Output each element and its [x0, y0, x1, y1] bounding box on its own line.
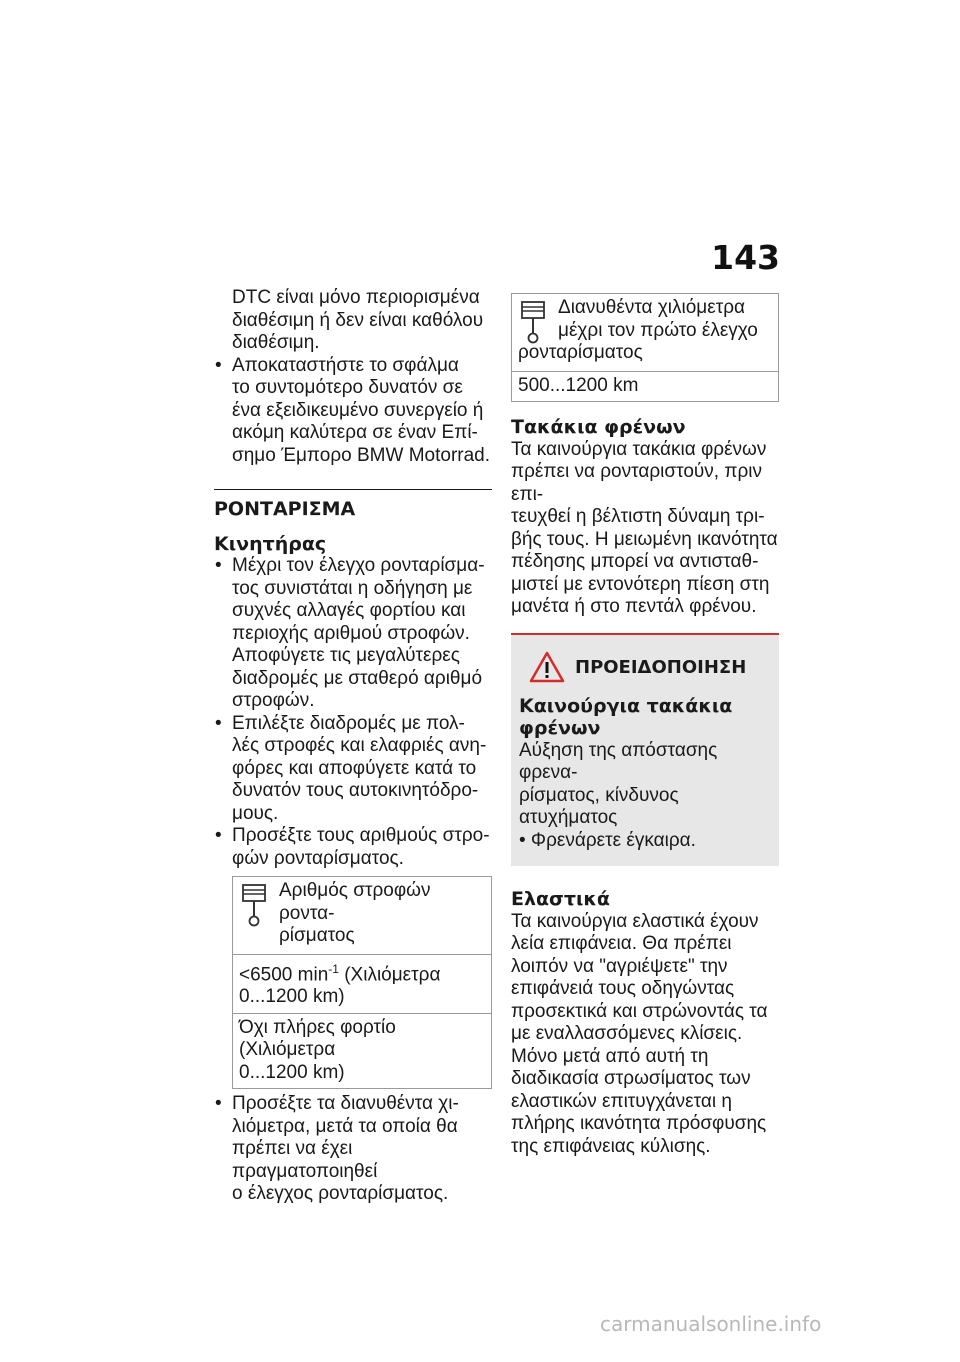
text-line: λιόμετρα, μετά τα οποία θα: [232, 1115, 458, 1137]
page-number: 143: [711, 238, 780, 277]
text-line: βής τους. Η μειωμένη ικανότητα: [511, 528, 778, 550]
text-line: τευχθεί η βέλτιστη δύναμη τρι-: [511, 506, 765, 527]
rpm-value-note: (Χιλιόμετρα: [338, 963, 441, 985]
text-line: Προσέξτε τους αριθμούς στρο-: [232, 825, 490, 846]
rpm-spec-label: Αριθμός στροφών ροντα-: [279, 880, 431, 924]
text-line: Αποφύγετε τις μεγαλύτερες: [232, 645, 460, 666]
warning-action: • Φρενάρετε έγκαιρα.: [519, 829, 696, 851]
section-divider: [214, 489, 492, 490]
bullet-dot: •: [215, 1093, 222, 1115]
text-line: στροφών.: [232, 690, 315, 711]
brakes-heading: Τακάκια φρένων: [511, 416, 686, 438]
bullet-dot: •: [215, 555, 222, 576]
text-line: δυνατόν τους αυτοκινητόδρο-: [232, 780, 479, 801]
text-line: διαθέσιμη ή δεν είναι καθόλου: [232, 309, 484, 331]
rpm-unit-exponent: -1: [328, 961, 339, 976]
text-line: διαδικασία στρωσίματος των: [511, 1068, 751, 1089]
piston-icon: [518, 300, 548, 344]
load-spec-text: Όχι πλήρες φορτίο (Χιλιόμετρα: [239, 1016, 396, 1061]
text-line: πέδησης μπορεί να αντισταθ-: [511, 551, 759, 572]
watermark: carmanualsonline.info: [600, 1312, 822, 1336]
text-line: πρέπει να έχει πραγματοποιηθεί: [232, 1138, 378, 1182]
km-spec-value: 500...1200 km: [512, 371, 778, 402]
warning-header: [519, 647, 771, 693]
dtc-note: [214, 287, 492, 355]
text-line: Τα καινούργια τακάκια φρένων: [511, 438, 767, 460]
text-line: DTC είναι μόνο περιορισμένα: [232, 287, 480, 308]
text-line: πλήρης ικανότητα πρόσφυσης: [511, 1113, 767, 1134]
text-line: προσεκτικά και στρώνοντάς τα: [511, 1000, 768, 1022]
bullet-dot: •: [215, 354, 222, 376]
km-spec-label: ρονταρίσματος: [518, 342, 643, 363]
warning-box: [511, 633, 779, 867]
text-line: με εναλλασσόμενες κλίσεις.: [511, 1023, 743, 1044]
text-line: φόρες και αποφύγετε κατά το: [232, 757, 477, 779]
text-line: μιστεί με εντονότερη πίεση στη: [511, 573, 770, 595]
text-line: ελαστικών επιτυγχάνεται η: [511, 1090, 732, 1112]
km-spec-label: Διανυθέντα χιλιόμετρα: [558, 297, 746, 318]
text-line: μους.: [232, 802, 279, 824]
text-line: φών ρονταρίσματος.: [232, 847, 404, 869]
text-line: περιοχής αριθμού στροφών.: [232, 622, 470, 644]
rpm-spec-label: ρίσματος: [279, 925, 355, 946]
load-spec-row: [233, 1013, 491, 1089]
tyres-paragraph: [511, 911, 779, 1159]
text-line: λοιπόν να "αγριέψετε" την: [511, 955, 728, 977]
text-line: μανέτα ή στο πεντάλ φρένου.: [511, 596, 757, 617]
rpm-spec-row: [233, 954, 491, 1013]
rpm-km-range: 0...1200 km): [239, 986, 345, 1008]
text-line: Επιλέξτε διαδρομές με πολ-: [232, 712, 465, 734]
rpm-spec-box: [232, 876, 492, 1089]
left-column: [214, 287, 492, 1206]
bullet-routes: [214, 713, 492, 826]
text-line: τος συνιστάται η οδήγηση με: [232, 577, 473, 599]
text-line: επιφάνειά τους οδηγώντας: [511, 978, 735, 999]
text-line: Μόνο μετά από αυτή τη: [511, 1045, 709, 1067]
right-column: [511, 293, 779, 1158]
rpm-spec-header: [233, 877, 491, 954]
piston-icon: [239, 883, 269, 927]
text-line: Μέχρι τον έλεγχο ρονταρίσμα-: [232, 555, 485, 576]
engine-heading: Κινητήρας: [214, 532, 327, 555]
text-line: διαδρομές με σταθερό αριθμό: [232, 667, 483, 689]
text-line: Προσέξτε τα διανυθέντα χι-: [232, 1093, 459, 1115]
bullet-rpm: [214, 825, 492, 870]
text-line: λεία επιφάνεια. Θα πρέπει: [511, 933, 732, 954]
load-spec-text: 0...1200 km): [239, 1061, 345, 1083]
tyres-heading: Ελαστικά: [511, 888, 610, 910]
warning-subtitle: Καινούργια τακάκια: [519, 694, 733, 717]
km-spec-label: μέχρι τον πρώτο έλεγχο: [558, 319, 758, 341]
warning-title: ΠΡΟΕΙΔΟΠΟΙΗΣΗ: [575, 656, 747, 678]
brakes-paragraph: [511, 439, 779, 619]
text-line: Αποκαταστήστε το σφάλμα: [232, 354, 459, 376]
text-line: ρίσματος, κίνδυνος ατυχήματος: [519, 784, 679, 828]
bullet-dot: •: [215, 712, 222, 734]
text-line: ακόμη καλύτερα σε έναν Επί-: [232, 422, 478, 443]
bullet-km-check: [214, 1093, 492, 1206]
warning-triangle-icon: [529, 651, 565, 683]
text-line: διαθέσιμη.: [232, 332, 320, 353]
text-line: λές στροφές και ελαφριές ανη-: [232, 735, 487, 756]
text-line: το συντομότερο δυνατόν σε: [232, 377, 463, 398]
bullet-repair: [214, 355, 492, 468]
text-line: ο έλεγχος ρονταρίσματος.: [232, 1183, 449, 1205]
text-line: συχνές αλλαγές φορτίου και: [232, 600, 466, 621]
bullet-load-changes: [214, 555, 492, 713]
text-line: σημο Έμπορο BMW Motorrad.: [232, 444, 491, 466]
text-line: πρέπει να ρονταριστούν, πριν επι-: [511, 461, 762, 505]
km-spec-header: [512, 294, 778, 371]
text-line: ένα εξειδικευμένο συνεργείο ή: [232, 399, 484, 421]
text-line: Τα καινούργια ελαστικά έχουν: [511, 910, 759, 932]
text-line: της επιφάνειας κύλισης.: [511, 1135, 711, 1157]
km-spec-box: [511, 293, 779, 402]
text-line: Αύξηση της απόστασης φρενα-: [519, 739, 718, 783]
rpm-value: <6500 min: [239, 963, 329, 985]
section-title: ΡΟΝΤΑΡΙΣΜΑ: [214, 498, 356, 520]
bullet-dot: •: [215, 825, 222, 846]
warning-subtitle: φρένων: [519, 717, 601, 739]
